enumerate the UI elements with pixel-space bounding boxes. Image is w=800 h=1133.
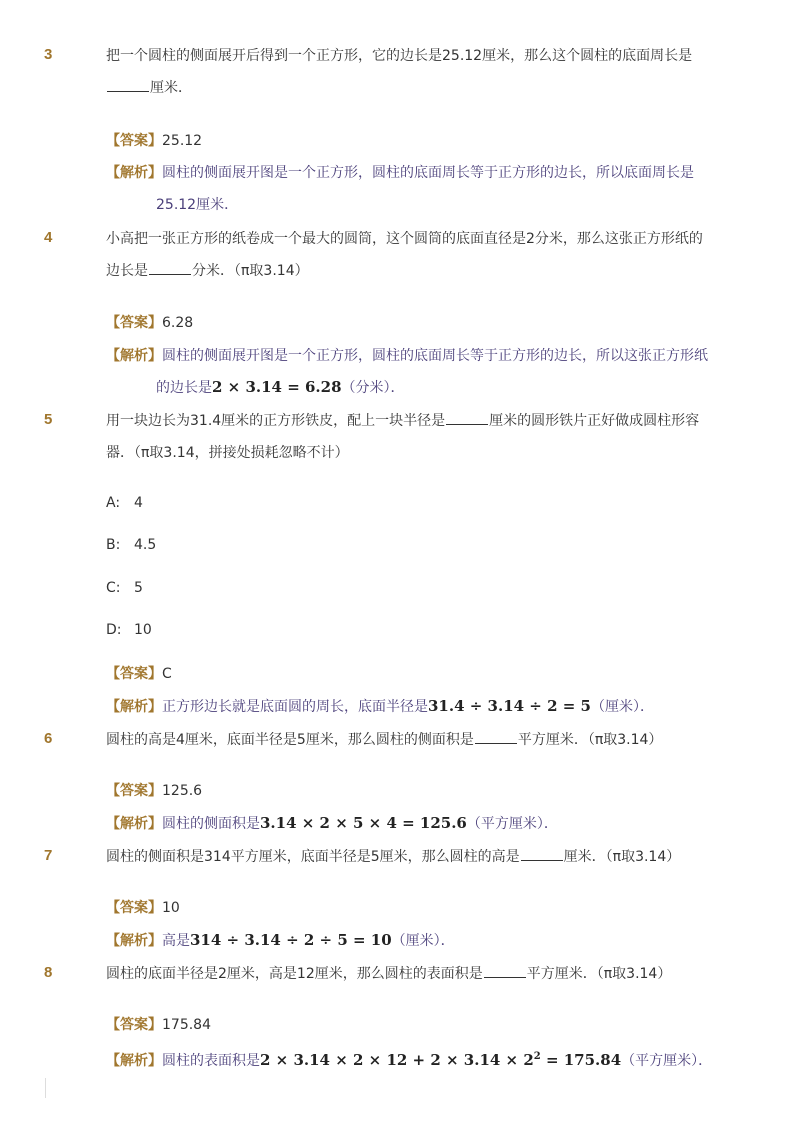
answer-blank — [521, 846, 563, 861]
question-stem: 把一个圆柱的侧面展开后得到一个正方形，它的边长是25.12厘米，那么这个圆柱的底面周长是 厘米． — [106, 48, 693, 96]
explanation-line: 【解析】圆柱的表面积是$2 \times 3.14 \times 2 \times 12 + 2 \times 3.14 \times 2^2 = 175.84$（平方厘米）． — [106, 1051, 713, 1069]
answer-tag: 【答案】 — [106, 666, 162, 682]
explanation-line: 的边长是2 × 3.14 = 6.28（分米）． — [156, 378, 405, 396]
question-number: 7 — [44, 847, 53, 864]
answer-value: 125.6 — [162, 783, 203, 799]
explanation-line: 25.12厘米． — [156, 197, 239, 213]
answer-value: 175.84 — [162, 1017, 211, 1033]
question-stem: 圆柱的底面半径是2厘米，高是12厘米，那么圆柱的表面积是 平方厘米．（π取3.14） — [106, 958, 718, 990]
answer-blank — [446, 410, 488, 425]
answer-value: 6.28 — [162, 315, 194, 331]
answer-value: 25.12 — [162, 133, 203, 149]
explanation-tag: 【解析】 — [106, 165, 162, 181]
explanation-line: 【解析】高是314 ÷ 3.14 ÷ 2 ÷ 5 = 10（厘米）． — [106, 931, 455, 949]
answer-tag: 【答案】 — [106, 1017, 162, 1033]
answer-blank — [475, 729, 517, 744]
question-stem: 小高把一张正方形的纸卷成一个最大的圆筒，这个圆筒的底面直径是2分米，那么这张正方形纸的 边长是 分米．（π取3.14） — [106, 231, 703, 279]
option-c: C: 5 — [106, 580, 143, 596]
answer-line — [106, 313, 193, 333]
answer-line — [106, 781, 202, 801]
explanation-tag: 【解析】 — [106, 933, 162, 949]
answer-line — [106, 664, 172, 684]
margin-rule — [45, 1078, 46, 1098]
answer-tag: 【答案】 — [106, 315, 162, 331]
explanation-line: 【解析】圆柱的侧面展开图是一个正方形，圆柱的底面周长等于正方形的边长，所以这张正方形纸 — [106, 348, 708, 364]
explanation-tag: 【解析】 — [106, 348, 162, 364]
answer-tag: 【答案】 — [106, 133, 162, 149]
answer-line — [106, 1015, 211, 1035]
question-stem: 用一块边长为31.4厘米的正方形铁皮，配上一块半径是 厘米的圆形铁片正好做成圆柱形容 器．（π取3.14，拼接处损耗忽略不计） — [106, 405, 718, 469]
math-expression: 2 × 3.14 = 6.28 — [212, 378, 342, 396]
answer-value: C — [162, 666, 172, 682]
answer-blank — [149, 260, 191, 275]
explanation-tag: 【解析】 — [106, 1053, 162, 1069]
question-number: 3 — [44, 46, 53, 63]
explanation-tag: 【解析】 — [106, 699, 162, 715]
question-number: 8 — [44, 964, 53, 981]
question-number: 6 — [44, 730, 53, 747]
answer-line — [106, 131, 202, 151]
option-a: A: 4 — [106, 495, 143, 511]
question-number: 4 — [44, 229, 53, 246]
answer-value: 10 — [162, 900, 180, 916]
option-b: B: 4.5 — [106, 537, 157, 553]
explanation-line: 【解析】正方形边长就是底面圆的周长，底面半径是31.4 ÷ 3.14 ÷ 2 = 5（厘米）． — [106, 697, 654, 715]
answer-tag: 【答案】 — [106, 783, 162, 799]
question-stem: 圆柱的高是4厘米，底面半径是5厘米，那么圆柱的侧面积是 平方厘米．（π取3.14） — [106, 724, 718, 756]
question-stem: 圆柱的侧面积是314平方厘米，底面半径是5厘米，那么圆柱的高是 厘米．（π取3.14） — [106, 841, 718, 873]
answer-line — [106, 898, 180, 918]
math-expression: 314 ÷ 3.14 ÷ 2 ÷ 5 = 10 — [190, 931, 392, 949]
option-d: D: 10 — [106, 622, 152, 638]
explanation-tag: 【解析】 — [106, 816, 162, 832]
question-number: 5 — [44, 411, 53, 428]
explanation-line: 【解析】圆柱的侧面积是3.14 × 2 × 5 × 4 = 125.6（平方厘米）． — [106, 814, 558, 832]
answer-tag: 【答案】 — [106, 900, 162, 916]
math-expression: $2 \times 3.14 \times 2 \times 12 + 2 \times 3.14 \times 2^2 = 175.84$ — [260, 1051, 622, 1069]
answer-blank — [107, 77, 149, 92]
answer-blank — [484, 963, 526, 978]
math-expression: 31.4 ÷ 3.14 ÷ 2 = 5 — [428, 697, 591, 715]
math-expression: 3.14 × 2 × 5 × 4 = 125.6 — [260, 814, 467, 832]
explanation-line: 【解析】圆柱的侧面展开图是一个正方形，圆柱的底面周长等于正方形的边长，所以底面周长是 — [106, 165, 694, 181]
